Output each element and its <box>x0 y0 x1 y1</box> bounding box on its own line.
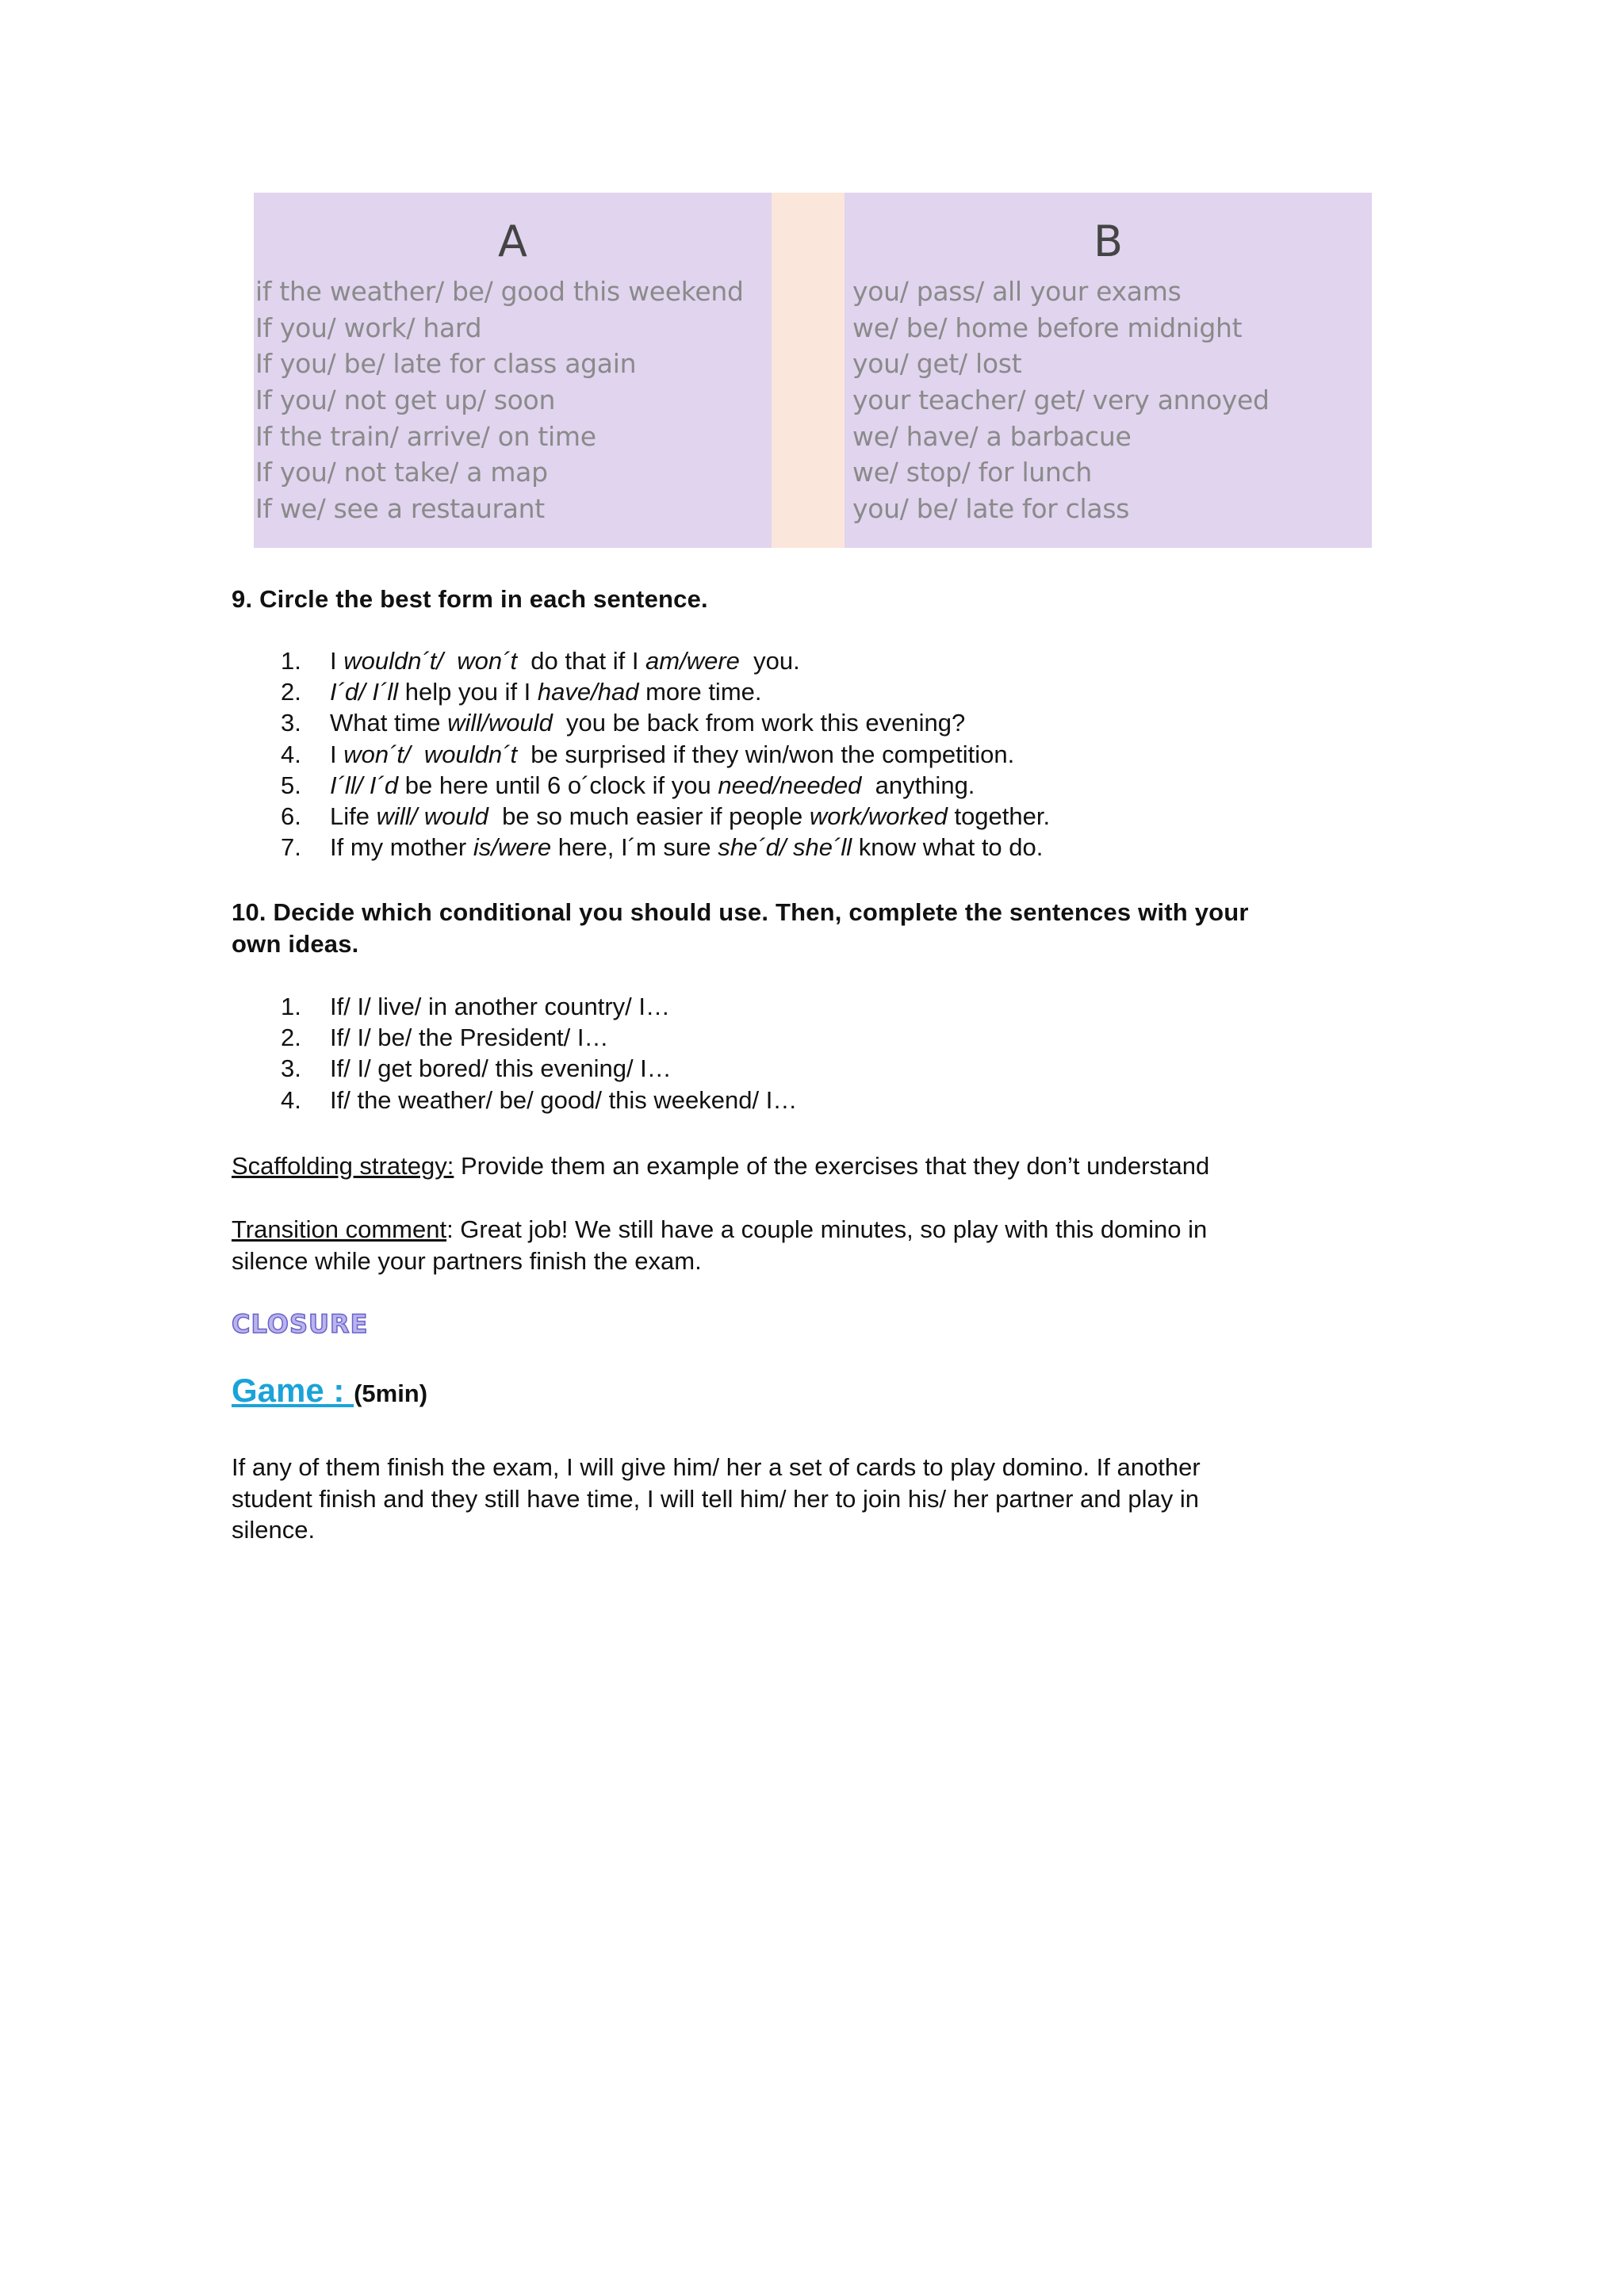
item-number: 4. <box>281 1085 301 1114</box>
transition-text: silence while your partners finish the exam. <box>232 1246 702 1275</box>
list-item <box>232 1085 1358 1115</box>
column-divider <box>772 193 845 548</box>
closure-heading: CLOSURE <box>232 1309 369 1339</box>
option-choice: need/needed <box>718 771 862 799</box>
option-choice: have/had <box>537 678 639 706</box>
column-b-item: we/ be/ home before midnight <box>852 312 1243 343</box>
scaffolding-text: Provide them an example of the exercises that they don’t understand <box>454 1152 1210 1180</box>
sentence-text: together. <box>947 802 1051 831</box>
column-a-header: A <box>498 216 527 266</box>
column-b-header: B <box>1093 216 1124 266</box>
option-choice: will/ would <box>376 802 488 831</box>
sentence-text: here, I´m sure <box>551 833 718 862</box>
column-a-item: If you/ not get up/ soon <box>255 385 556 416</box>
item-text: If/ I/ live/ in another country/ I… <box>330 993 671 1020</box>
list-item <box>232 707 1358 738</box>
option-choice: am/were <box>645 647 740 675</box>
item-number: 5. <box>281 771 301 799</box>
list-item <box>232 1022 1358 1053</box>
option-choice: work/worked <box>809 802 948 831</box>
closure-paragraph-line: If any of them finish the exam, I will give him/ her a set of cards to play domino. If another <box>232 1453 1201 1481</box>
sentence-text: I <box>330 647 344 675</box>
column-b-item: you/ pass/ all your exams <box>852 276 1182 307</box>
list-item <box>232 676 1358 707</box>
sentence-text: If my mother <box>330 833 473 862</box>
option-choice: will/would <box>447 709 553 737</box>
sentence-text: more time. <box>638 678 762 706</box>
exercise-10-title-line: own ideas. <box>232 929 359 958</box>
list-item <box>232 770 1358 801</box>
option-choice: I´ll/ I´d <box>330 771 399 799</box>
item-number: 1. <box>281 647 301 675</box>
item-text: If/ I/ be/ the President/ I… <box>330 1024 609 1052</box>
sentence-text: you. <box>739 647 800 675</box>
column-a <box>254 193 772 548</box>
sentence-text: do that if I <box>517 647 646 675</box>
list-item <box>232 1053 1358 1084</box>
sentence-text: What time <box>330 709 448 737</box>
option-choice: won´t/ wouldn´t <box>343 740 518 768</box>
item-number: 1. <box>281 993 301 1020</box>
transition-text: : Great job! We still have a couple minutes, so play with this domino in <box>446 1215 1208 1243</box>
item-number: 3. <box>281 709 301 737</box>
option-choice: wouldn´t/ won´t <box>343 647 518 675</box>
column-a-item: if the weather/ be/ good this weekend <box>255 276 744 307</box>
item-number: 6. <box>281 802 301 831</box>
sentence-text: I <box>330 740 344 768</box>
sentence-text: be so much easier if people <box>488 802 810 831</box>
list-item <box>232 645 1358 676</box>
sentence-text: anything. <box>861 771 975 799</box>
scaffolding-label: Scaffolding strategy: <box>232 1152 454 1180</box>
item-number: 4. <box>281 740 301 768</box>
game-heading <box>232 1372 1358 1410</box>
list-item <box>232 739 1358 770</box>
item-number: 7. <box>281 833 301 862</box>
exercise-9-title: 9. Circle the best form in each sentence. <box>232 585 708 613</box>
column-a-item: If we/ see a restaurant <box>255 493 545 525</box>
transition-label: Transition comment <box>232 1215 447 1243</box>
list-item <box>232 991 1358 1022</box>
item-number: 2. <box>281 678 301 706</box>
column-b-item: we/ stop/ for lunch <box>852 457 1092 488</box>
game-title: Game : <box>232 1372 354 1409</box>
column-a-item: If you/ work/ hard <box>255 312 482 343</box>
exercise-9-list <box>232 645 1358 863</box>
game-time: (5min) <box>354 1380 428 1407</box>
column-a-item: If you/ not take/ a map <box>255 457 548 488</box>
transition-comment <box>232 1214 1358 1276</box>
item-number: 2. <box>281 1024 301 1052</box>
column-a-item: If the train/ arrive/ on time <box>255 420 596 452</box>
exercise-10-title <box>232 897 1358 959</box>
option-choice: I´d/ I´ll <box>330 678 399 706</box>
column-b-item: we/ have/ a barbacue <box>852 420 1132 452</box>
column-a-item: If you/ be/ late for class again <box>255 348 637 380</box>
column-b-item: your teacher/ get/ very annoyed <box>852 385 1270 416</box>
sentence-text: be surprised if they win/won the competition. <box>517 740 1015 768</box>
matching-table <box>254 193 1372 548</box>
column-b-item: you/ be/ late for class <box>852 493 1130 525</box>
sentence-text: help you if I <box>398 678 538 706</box>
column-b <box>845 193 1372 548</box>
column-a-list <box>254 274 772 527</box>
column-b-list <box>845 274 1372 527</box>
closure-paragraph <box>232 1452 1358 1546</box>
sentence-text: you be back from work this evening? <box>552 709 966 737</box>
option-choice: is/were <box>473 833 552 862</box>
item-number: 3. <box>281 1054 301 1083</box>
sentence-text: Life <box>330 802 377 831</box>
list-item <box>232 832 1358 863</box>
closure-paragraph-line: silence. <box>232 1516 316 1544</box>
sentence-text: be here until 6 o´clock if you <box>398 771 718 799</box>
item-text: If/ the weather/ be/ good/ this weekend/ I… <box>330 1085 798 1114</box>
option-choice: she´d/ she´ll <box>718 833 852 862</box>
list-item <box>232 801 1358 832</box>
column-b-item: you/ get/ lost <box>852 348 1022 380</box>
scaffolding-strategy <box>232 1150 1358 1182</box>
sentence-text: know what to do. <box>852 833 1044 862</box>
exercise-10-list <box>232 991 1358 1115</box>
item-text: If/ I/ get bored/ this evening/ I… <box>330 1054 672 1083</box>
exercise-10-title-line: 10. Decide which conditional you should use. Then, complete the sentences with your <box>232 898 1249 926</box>
closure-paragraph-line: student finish and they still have time, I will tell him/ her to join his/ her partner and play in <box>232 1484 1199 1513</box>
